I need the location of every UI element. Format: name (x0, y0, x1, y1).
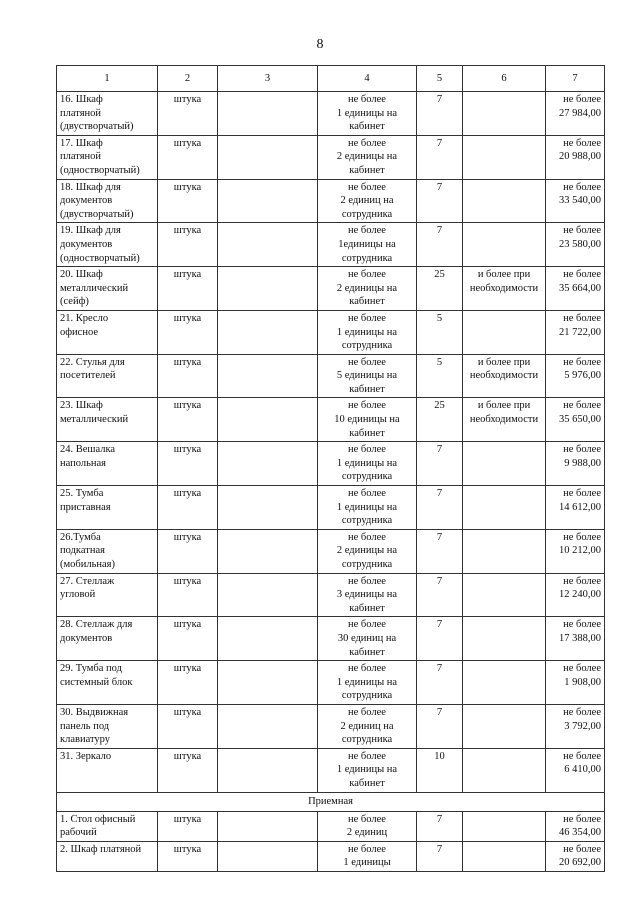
unit-cell: штука (158, 354, 218, 398)
price-limit-cell: не более 21 722,00 (546, 310, 605, 354)
column3-cell (218, 267, 318, 311)
service-life-cell: 7 (417, 223, 463, 267)
price-limit-cell: не более 33 540,00 (546, 179, 605, 223)
column3-cell (218, 179, 318, 223)
column-header: 4 (318, 66, 417, 92)
column3-cell (218, 135, 318, 179)
note-cell (463, 310, 546, 354)
service-life-cell: 25 (417, 267, 463, 311)
unit-cell: штука (158, 267, 218, 311)
column-header: 7 (546, 66, 605, 92)
note-cell (463, 486, 546, 530)
note-cell (463, 617, 546, 661)
section-title: Приемная (57, 792, 605, 811)
table-row (57, 841, 605, 871)
table-row (57, 223, 605, 267)
price-limit-cell: не более 46 354,00 (546, 811, 605, 841)
quantity-norm-cell: не более 2 единиц (318, 811, 417, 841)
price-limit-cell: не более 6 410,00 (546, 748, 605, 792)
note-cell: и более при необходимости (463, 354, 546, 398)
item-name-cell: 30. Выдвижная панель под клавиатуру (57, 704, 158, 748)
note-cell (463, 92, 546, 136)
table-row (57, 267, 605, 311)
column3-cell (218, 442, 318, 486)
note-cell (463, 748, 546, 792)
table-row (57, 529, 605, 573)
service-life-cell: 7 (417, 811, 463, 841)
price-limit-cell: не более 20 692,00 (546, 841, 605, 871)
item-name-cell: 18. Шкаф для документов (двустворчатый) (57, 179, 158, 223)
item-name-cell: 25. Тумба приставная (57, 486, 158, 530)
section-header-row (57, 792, 605, 811)
column3-cell (218, 398, 318, 442)
table-row (57, 573, 605, 617)
note-cell (463, 179, 546, 223)
note-cell (463, 704, 546, 748)
column-header: 5 (417, 66, 463, 92)
service-life-cell: 7 (417, 573, 463, 617)
unit-cell: штука (158, 310, 218, 354)
unit-cell: штука (158, 841, 218, 871)
unit-cell: штука (158, 811, 218, 841)
price-limit-cell: не более 17 388,00 (546, 617, 605, 661)
note-cell (463, 661, 546, 705)
price-limit-cell: не более 23 580,00 (546, 223, 605, 267)
price-limit-cell: не более 27 984,00 (546, 92, 605, 136)
service-life-cell: 7 (417, 529, 463, 573)
price-limit-cell: не более 12 240,00 (546, 573, 605, 617)
column3-cell (218, 617, 318, 661)
column3-cell (218, 841, 318, 871)
quantity-norm-cell: не более 1 единицы на кабинет (318, 92, 417, 136)
item-name-cell: 27. Стеллаж угловой (57, 573, 158, 617)
item-name-cell: 24. Вешалка напольная (57, 442, 158, 486)
item-name-cell: 22. Стулья для посетителей (57, 354, 158, 398)
section-table-body (57, 811, 605, 871)
service-life-cell: 7 (417, 617, 463, 661)
item-name-cell: 20. Шкаф металлический (сейф) (57, 267, 158, 311)
service-life-cell: 5 (417, 354, 463, 398)
service-life-cell: 7 (417, 486, 463, 530)
service-life-cell: 7 (417, 704, 463, 748)
item-name-cell: 1. Стол офисный рабочий (57, 811, 158, 841)
quantity-norm-cell: не более 1 единицы на сотрудника (318, 661, 417, 705)
unit-cell: штука (158, 661, 218, 705)
price-limit-cell: не более 14 612,00 (546, 486, 605, 530)
price-limit-cell: не более 35 664,00 (546, 267, 605, 311)
quantity-norm-cell: не более 2 единицы на кабинет (318, 267, 417, 311)
quantity-norm-cell: не более 2 единицы на кабинет (318, 135, 417, 179)
unit-cell: штука (158, 442, 218, 486)
unit-cell: штука (158, 135, 218, 179)
item-name-cell: 2. Шкаф платяной (57, 841, 158, 871)
column3-cell (218, 573, 318, 617)
table-row (57, 442, 605, 486)
table-row (57, 617, 605, 661)
unit-cell: штука (158, 486, 218, 530)
service-life-cell: 7 (417, 179, 463, 223)
item-name-cell: 21. Кресло офисное (57, 310, 158, 354)
note-cell (463, 442, 546, 486)
unit-cell: штука (158, 529, 218, 573)
column3-cell (218, 704, 318, 748)
note-cell (463, 841, 546, 871)
note-cell (463, 223, 546, 267)
unit-cell: штука (158, 617, 218, 661)
price-limit-cell: не более 10 212,00 (546, 529, 605, 573)
table-row (57, 179, 605, 223)
price-limit-cell: не более 35 650,00 (546, 398, 605, 442)
quantity-norm-cell: не более 2 единиц на сотрудника (318, 179, 417, 223)
service-life-cell: 7 (417, 442, 463, 486)
table-row (57, 486, 605, 530)
column3-cell (218, 748, 318, 792)
note-cell (463, 529, 546, 573)
column3-cell (218, 92, 318, 136)
note-cell (463, 135, 546, 179)
note-cell (463, 573, 546, 617)
column3-cell (218, 223, 318, 267)
table-row (57, 354, 605, 398)
item-name-cell: 31. Зеркало (57, 748, 158, 792)
norms-table (56, 65, 605, 872)
unit-cell: штука (158, 179, 218, 223)
price-limit-cell: не более 3 792,00 (546, 704, 605, 748)
item-name-cell: 28. Стеллаж для документов (57, 617, 158, 661)
quantity-norm-cell: не более 2 единиц на сотрудника (318, 704, 417, 748)
note-cell: и более при необходимости (463, 398, 546, 442)
quantity-norm-cell: не более 10 единицы на кабинет (318, 398, 417, 442)
price-limit-cell: не более 1 908,00 (546, 661, 605, 705)
quantity-norm-cell: не более 30 единиц на кабинет (318, 617, 417, 661)
item-name-cell: 17. Шкаф платяной (одностворчатый) (57, 135, 158, 179)
quantity-norm-cell: не более 1 единицы на сотрудника (318, 486, 417, 530)
table-row (57, 92, 605, 136)
service-life-cell: 10 (417, 748, 463, 792)
unit-cell: штука (158, 748, 218, 792)
table-row (57, 310, 605, 354)
table-row (57, 661, 605, 705)
price-limit-cell: не более 9 988,00 (546, 442, 605, 486)
quantity-norm-cell: не более 1 единицы на сотрудника (318, 310, 417, 354)
item-name-cell: 16. Шкаф платяной (двустворчатый) (57, 92, 158, 136)
item-name-cell: 26.Тумба подкатная (мобильная) (57, 529, 158, 573)
item-name-cell: 29. Тумба под системный блок (57, 661, 158, 705)
quantity-norm-cell: не более 2 единицы на сотрудника (318, 529, 417, 573)
unit-cell: штука (158, 398, 218, 442)
header-row (57, 66, 605, 92)
unit-cell: штука (158, 704, 218, 748)
column3-cell (218, 661, 318, 705)
service-life-cell: 7 (417, 135, 463, 179)
column3-cell (218, 529, 318, 573)
quantity-norm-cell: не более 1 единицы на сотрудника (318, 442, 417, 486)
section-header-body (57, 792, 605, 811)
column3-cell (218, 811, 318, 841)
column3-cell (218, 486, 318, 530)
table-row (57, 748, 605, 792)
unit-cell: штука (158, 92, 218, 136)
column-header: 6 (463, 66, 546, 92)
page-number: 8 (316, 37, 324, 52)
table-row (57, 704, 605, 748)
note-cell: и более при необходимости (463, 267, 546, 311)
column3-cell (218, 354, 318, 398)
item-name-cell: 19. Шкаф для документов (одностворчатый) (57, 223, 158, 267)
unit-cell: штука (158, 573, 218, 617)
table-row (57, 811, 605, 841)
table-row (57, 135, 605, 179)
item-name-cell: 23. Шкаф металлический (57, 398, 158, 442)
service-life-cell: 7 (417, 92, 463, 136)
column3-cell (218, 310, 318, 354)
unit-cell: штука (158, 223, 218, 267)
column-header: 3 (218, 66, 318, 92)
table-body (57, 92, 605, 793)
service-life-cell: 25 (417, 398, 463, 442)
quantity-norm-cell: не более 5 единицы на кабинет (318, 354, 417, 398)
table-row (57, 398, 605, 442)
price-limit-cell: не более 20 988,00 (546, 135, 605, 179)
service-life-cell: 7 (417, 841, 463, 871)
service-life-cell: 5 (417, 310, 463, 354)
column-header: 2 (158, 66, 218, 92)
quantity-norm-cell: не более 3 единицы на кабинет (318, 573, 417, 617)
price-limit-cell: не более 5 976,00 (546, 354, 605, 398)
quantity-norm-cell: не более 1 единицы (318, 841, 417, 871)
quantity-norm-cell: не более 1 единицы на кабинет (318, 748, 417, 792)
quantity-norm-cell: не более 1единицы на сотрудника (318, 223, 417, 267)
note-cell (463, 811, 546, 841)
column-header: 1 (57, 66, 158, 92)
service-life-cell: 7 (417, 661, 463, 705)
